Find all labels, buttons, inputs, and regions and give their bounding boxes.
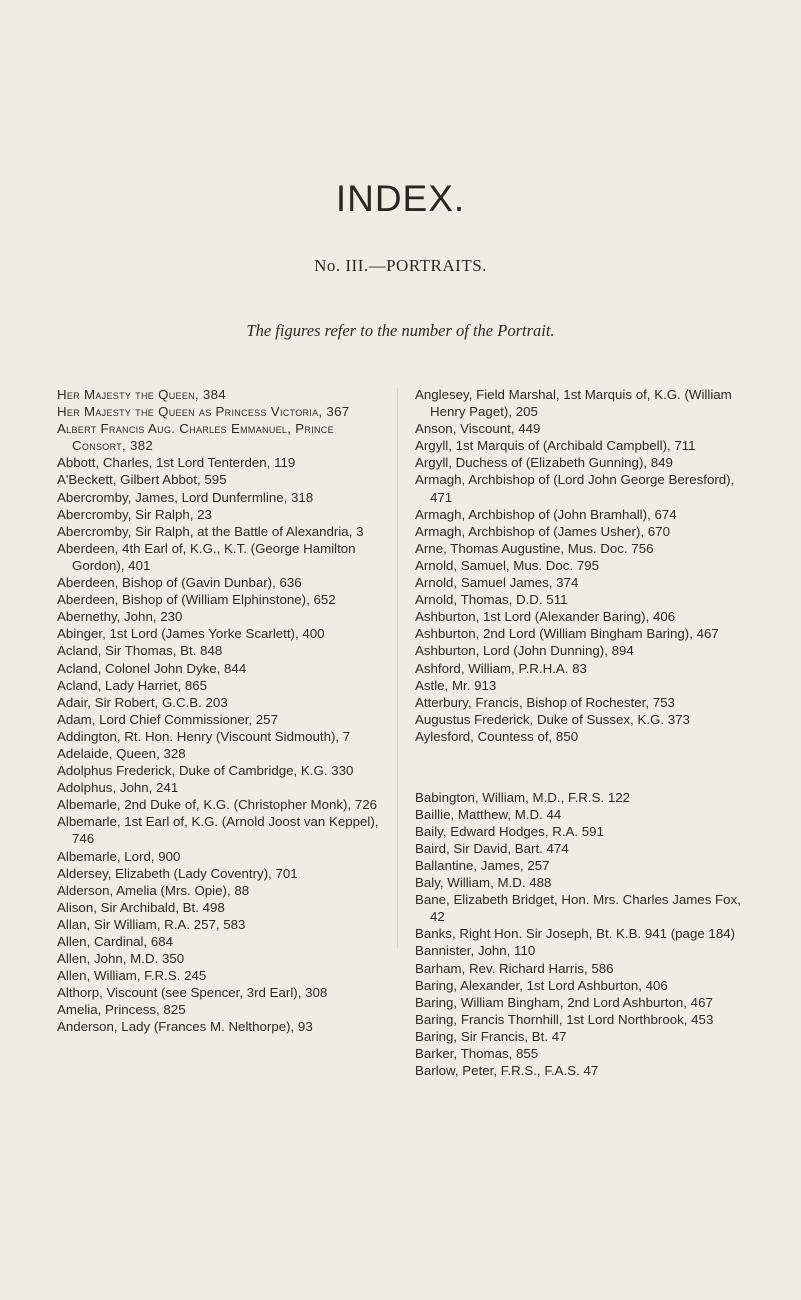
index-entry: Arnold, Samuel James, 374 bbox=[415, 575, 579, 591]
index-entry: Barham, Rev. Richard Harris, 586 bbox=[415, 960, 614, 976]
index-entry: Argyll, Duchess of (Elizabeth Gunning), 849 bbox=[415, 455, 673, 471]
index-note: The figures refer to the number of the Portrait. bbox=[246, 321, 555, 340]
index-entry: Alderson, Amelia (Mrs. Opie), 88 bbox=[57, 882, 250, 898]
index-entry: Bannister, John, 110 bbox=[415, 943, 536, 959]
index-entry: Arnold, Thomas, D.D. 511 bbox=[415, 592, 568, 608]
index-entry: Aberdeen, 4th Earl of, K.G., K.T. (George Hamilton Gordon), 401 bbox=[57, 540, 356, 573]
index-entry: Albemarle, 2nd Duke of, K.G. (Christopher Monk), 726 bbox=[57, 797, 378, 813]
index-entry: Baird, Sir David, Bart. 474 bbox=[415, 840, 569, 856]
index-entry: Alison, Sir Archibald, Bt. 498 bbox=[57, 899, 225, 915]
index-entry: Allan, Sir William, R.A. 257, 583 bbox=[57, 916, 246, 932]
index-entry: Allen, Cardinal, 684 bbox=[57, 934, 174, 949]
index-entry: Althorp, Viscount (see Spencer, 3rd Earl), 308 bbox=[57, 985, 328, 1001]
index-entry: Armagh, Archbishop of (John Bramhall), 674 bbox=[415, 506, 677, 522]
index-entry: Adelaide, Queen, 328 bbox=[57, 745, 186, 761]
index-entry: A'Beckett, Gilbert Abbot, 595 bbox=[57, 472, 227, 488]
index-entry: Baring, Sir Francis, Bt. 47 bbox=[415, 1028, 567, 1044]
index-entry: Ballantine, James, 257 bbox=[415, 857, 550, 873]
index-entry: Ashburton, 2nd Lord (William Bingham Baring), 467 bbox=[415, 626, 719, 642]
index-entry: Amelia, Princess, 825 bbox=[57, 1002, 186, 1018]
index-entry: Addington, Rt. Hon. Henry (Viscount Sidmouth), 7 bbox=[57, 728, 351, 744]
index-entry: Baring, Alexander, 1st Lord Ashburton, 406 bbox=[415, 977, 668, 993]
section-subtitle: No. III.—PORTRAITS. bbox=[314, 256, 487, 275]
index-entry: Barlow, Peter, F.R.S., F.A.S. 47 bbox=[415, 1063, 599, 1079]
index-entry: Her Majesty the Queen as Princess Victoria, 367 bbox=[57, 404, 350, 420]
index-entry: Armagh, Archbishop of (Lord John George Beresford), 471 bbox=[415, 472, 735, 505]
index-entry: Abernethy, John, 230 bbox=[57, 609, 183, 625]
index-entry: Adolphus, John, 241 bbox=[57, 780, 179, 796]
index-entry: Baring, William Bingham, 2nd Lord Ashburton, 467 bbox=[415, 994, 713, 1010]
index-entry: Atterbury, Francis, Bishop of Rochester, 753 bbox=[415, 694, 675, 710]
index-entry: Bane, Elizabeth Bridget, Hon. Mrs. Charles James Fox, 42 bbox=[415, 892, 741, 925]
index-entry: Aldersey, Elizabeth (Lady Coventry), 701 bbox=[57, 865, 298, 881]
index-entry: Abercromby, Sir Ralph, 23 bbox=[57, 506, 212, 522]
index-entry: Anderson, Lady (Frances M. Nelthorpe), 93 bbox=[57, 1019, 313, 1035]
index-column-left bbox=[57, 386, 379, 1036]
index-entry: Armagh, Archbishop of (James Usher), 670 bbox=[415, 523, 670, 539]
index-entry: Allen, John, M.D. 350 bbox=[57, 951, 185, 967]
index-entry: Abercromby, James, Lord Dunfermline, 318 bbox=[57, 489, 314, 505]
index-entry: Adair, Sir Robert, G.C.B. 203 bbox=[57, 694, 228, 710]
column-divider bbox=[397, 388, 398, 948]
index-entry: Albemarle, Lord, 900 bbox=[57, 848, 181, 864]
index-column-right bbox=[415, 386, 745, 1079]
index-entry: Aberdeen, Bishop of (William Elphinstone), 652 bbox=[57, 592, 336, 608]
index-entry: Anglesey, Field Marshal, 1st Marquis of, K.G. (William Henry Paget), 205 bbox=[415, 387, 732, 420]
index-entry: Acland, Colonel John Dyke, 844 bbox=[57, 660, 247, 676]
index-entry: Adolphus Frederick, Duke of Cambridge, K.G. 330 bbox=[57, 763, 354, 779]
index-entry: Acland, Sir Thomas, Bt. 848 bbox=[57, 643, 223, 659]
index-entry: Babington, William, M.D., F.R.S. 122 bbox=[415, 789, 631, 805]
index-entry: Barker, Thomas, 855 bbox=[415, 1045, 539, 1061]
index-entry: Her Majesty the Queen, 384 bbox=[57, 387, 226, 402]
index-entry: Albert Francis Aug. Charles Emmanuel, Prince Consort, 382 bbox=[57, 421, 334, 454]
index-entry: Arne, Thomas Augustine, Mus. Doc. 756 bbox=[415, 540, 654, 556]
index-entry: Baly, William, M.D. 488 bbox=[415, 875, 552, 891]
index-entry: Astle, Mr. 913 bbox=[415, 677, 497, 693]
index-entry: Allen, William, F.R.S. 245 bbox=[57, 968, 207, 984]
index-entry: Aylesford, Countess of, 850 bbox=[415, 728, 579, 744]
page-title: INDEX. bbox=[335, 178, 466, 219]
index-entry: Arnold, Samuel, Mus. Doc. 795 bbox=[415, 557, 600, 573]
index-entry: Ashburton, Lord (John Dunning), 894 bbox=[415, 643, 634, 659]
index-entry: Anson, Viscount, 449 bbox=[415, 421, 541, 437]
index-entry: Baring, Francis Thornhill, 1st Lord Northbrook, 453 bbox=[415, 1011, 714, 1027]
index-entry: Adam, Lord Chief Commissioner, 257 bbox=[57, 711, 278, 727]
index-entry: Abbott, Charles, 1st Lord Tenterden, 119 bbox=[57, 455, 296, 471]
index-entry: Albemarle, 1st Earl of, K.G. (Arnold Joost van Keppel), 746 bbox=[57, 814, 379, 847]
index-entry: Baillie, Matthew, M.D. 44 bbox=[415, 806, 562, 822]
index-entry: Aberdeen, Bishop of (Gavin Dunbar), 636 bbox=[57, 575, 302, 591]
index-entry: Argyll, 1st Marquis of (Archibald Campbell), 711 bbox=[415, 438, 696, 454]
index-entry: Banks, Right Hon. Sir Joseph, Bt. K.B. 941 (page 184) bbox=[415, 926, 736, 942]
index-entry: Acland, Lady Harriet, 865 bbox=[57, 677, 208, 693]
index-entry: Abercromby, Sir Ralph, at the Battle of Alexandria, 3 bbox=[57, 523, 364, 539]
index-entry: Ashford, William, P.R.H.A. 83 bbox=[415, 660, 587, 676]
index-entry: Baily, Edward Hodges, R.A. 591 bbox=[415, 823, 604, 839]
index-entry: Augustus Frederick, Duke of Sussex, K.G. 373 bbox=[415, 711, 690, 727]
index-entry: Ashburton, 1st Lord (Alexander Baring), 406 bbox=[415, 609, 676, 625]
index-gap bbox=[415, 758, 745, 775]
index-entry: Abinger, 1st Lord (James Yorke Scarlett), 400 bbox=[57, 626, 325, 642]
